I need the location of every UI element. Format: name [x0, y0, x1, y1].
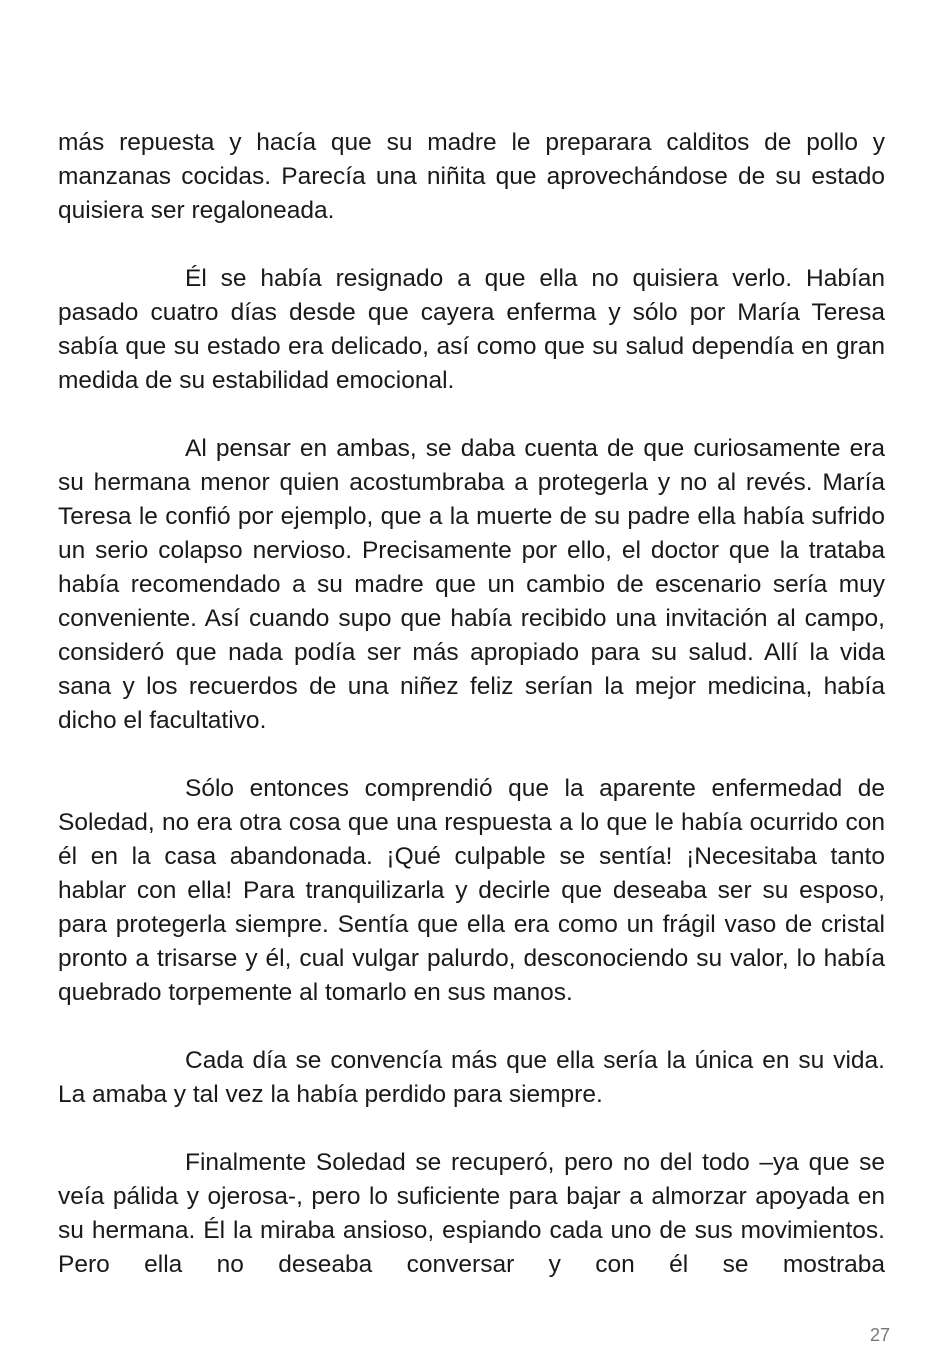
paragraph-2: Él se había resignado a que ella no quisiera verlo. Habían pasado cuatro días desde que cayera enferma y sólo por María Teresa sabía que su estado era delicado, así como que su salud dependía en gran medida de su estabilidad emocional. — [58, 265, 885, 394]
paragraph-6: Finalmente Soledad se recuperó, pero no del todo –ya que se veía pálida y ojerosa-, pero lo suficiente para bajar a almorzar apoyada en su hermana. Él la miraba ansioso, espiando cada uno de sus movimientos. Pero ella no deseaba conversar y con él se mostraba — [58, 1149, 885, 1278]
paragraph-1: más repuesta y hacía que su madre le preparara calditos de pollo y manzanas cocidas. Parecía una niñita que aprovechándose de su estado quisiera ser regaloneada. — [58, 129, 885, 224]
paragraph-4: Sólo entonces comprendió que la aparente enfermedad de Soledad, no era otra cosa que una respuesta a lo que le había ocurrido con él en la casa abandonada. ¡Qué culpable se sentía! ¡Necesitaba tanto hablar con ella! Para tranquilizarla y decirle que deseaba ser su esposo, para protegerla siempre. Sentía que ella era como un frágil vaso de cristal pronto a trisarse y él, cual vulgar palurdo, desconociendo su valor, lo había quebrado torpemente al tomarlo en sus manos. — [58, 775, 885, 1006]
page-number: 27 — [869, 1325, 890, 1345]
body-text — [58, 126, 885, 1282]
paragraph-3: Al pensar en ambas, se daba cuenta de que curiosamente era su hermana menor quien acostumbraba a protegerla y no al revés. María Teresa le confió por ejemplo, que a la muerte de su padre ella había sufrido un serio colapso nervioso. Precisamente por ello, el doctor que la trataba había recomendado a su madre que un cambio de escenario sería muy conveniente. Así cuando supo que había recibido una invitación al campo, consideró que nada podía ser más apropiado para su salud. Allí la vida sana y los recuerdos de una niñez feliz serían la mejor medicina, había dicho el facultativo. — [58, 435, 885, 734]
paragraph-5: Cada día se convencía más que ella sería la única en su vida. La amaba y tal vez la había perdido para siempre. — [58, 1047, 885, 1108]
